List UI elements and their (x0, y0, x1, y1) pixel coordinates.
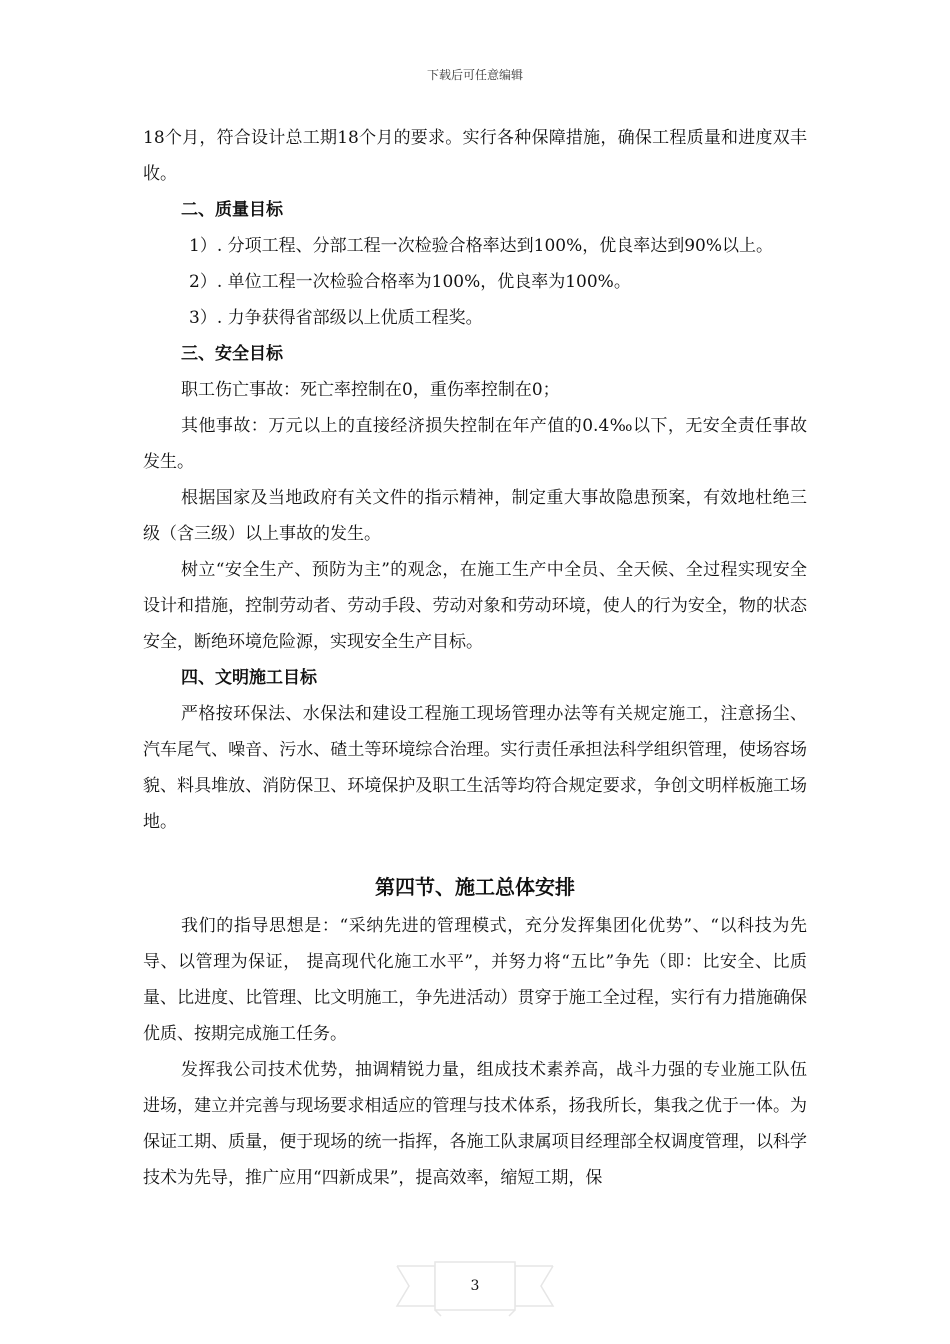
safety-paragraph-3: 根据国家及当地政府有关文件的指示精神，制定重大事故隐患预案，有效地杜绝三级（含三级）以上事故的发生。 (143, 488, 807, 544)
heading-civilized-construction: 四、文明施工目标 (181, 668, 317, 688)
quality-item-3: 3）. 力争获得省部级以上优质工程奖。 (189, 308, 483, 328)
quality-item-2: 2）. 单位工程一次检验合格率为100%，优良率为100%。 (189, 272, 631, 292)
civilized-paragraph: 严格按环保法、水保法和建设工程施工现场管理办法等有关规定施工，注意扬尘、汽车尾气、噪音、污水、碴土等环境综合治理。实行责任承担法科学组织管理，使场容场貌、料具堆放、消防保卫、环境保护及职工生活等均符合规定要求，争创文明样板施工场地。 (143, 704, 807, 832)
document-body (143, 120, 807, 1196)
safety-paragraph-2: 其他事故：万元以上的直接经济损失控制在年产值的0.4‰以下，无安全责任事故发生。 (143, 416, 807, 472)
safety-paragraph-1: 职工伤亡事故：死亡率控制在0，重伤率控制在0； (181, 380, 560, 400)
page-header-note: 下载后可任意编辑 (426, 68, 523, 82)
heading-safety-goals: 三、安全目标 (181, 344, 283, 364)
page-footer (395, 1258, 555, 1318)
page-number: 3 (470, 1278, 480, 1294)
safety-paragraph-4: 树立“安全生产、预防为主”的观念，在施工生产中全员、全天候、全过程实现安全设计和措施，控制劳动者、劳动手段、劳动对象和劳动环境，使人的行为安全，物的状态安全，断绝环境危险源，实现安全生产目标。 (143, 560, 807, 652)
arrangement-paragraph-1: 我们的指导思想是：“采纳先进的管理模式，充分发挥集团化优势”、“以科技为先导、以管理为保证， 提高现代化施工水平”，并努力将“五比”争先（即：比安全、比质量、比进度、比管理、比文明施工，争先进活动）贯穿于施工全过程，实行有力措施确保优质、按期完成施工任务。 (143, 916, 807, 1044)
arrangement-paragraph-2: 发挥我公司技术优势，抽调精锐力量，组成技术素养高，战斗力强的专业施工队伍进场，建立并完善与现场要求相适应的管理与技术体系，扬我所长，集我之优于一体。为保证工期、质量，便于现场的统一指挥，各施工队隶属项目经理部全权调度管理，以科学技术为先导，推广应用“四新成果”，提高效率，缩短工期，保 (143, 1060, 807, 1188)
paragraph-schedule-continued: 18个月，符合设计总工期18个月的要求。实行各种保障措施，确保工程质量和进度双丰收。 (143, 128, 807, 184)
quality-item-1: 1）. 分项工程、分部工程一次检验合格率达到100%，优良率达到90%以上。 (189, 236, 774, 256)
section-title: 第四节、施工总体安排 (375, 875, 575, 899)
heading-quality-goals: 二、质量目标 (181, 200, 283, 220)
